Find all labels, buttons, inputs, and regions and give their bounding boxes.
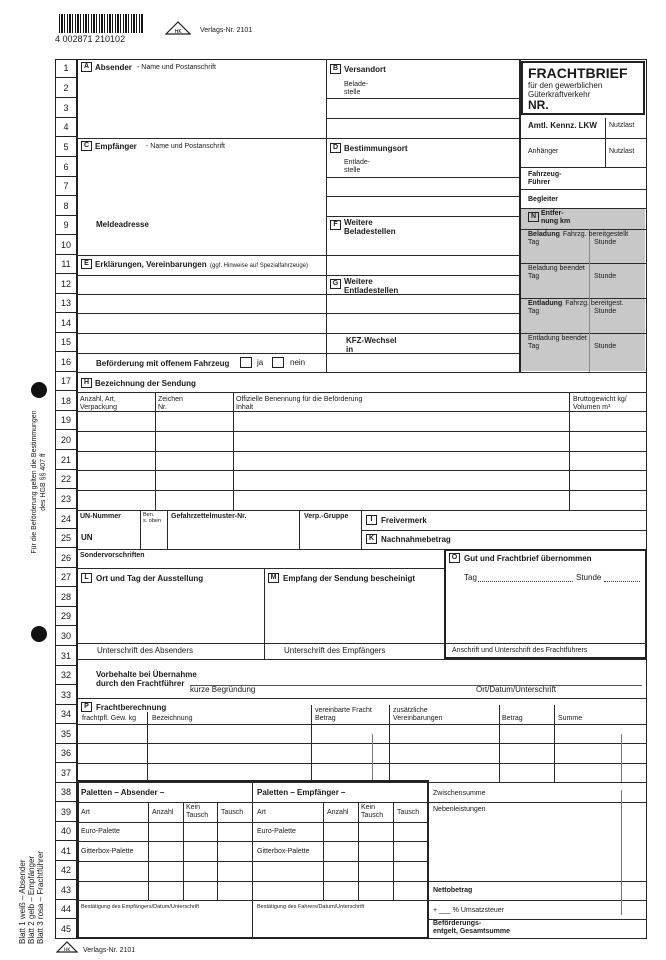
section-letter-k: K [366,534,377,544]
row-number: 30 [55,627,77,646]
empfaenger-label: Empfänger [95,142,137,151]
gitterbox-abs: Gitterbox-Palette [81,848,134,855]
stunde-label: Stunde [594,273,617,280]
row-number: 24 [55,510,77,529]
empfaenger-hint: - Name und Postanschrift [146,143,225,150]
absender-label: Absender [95,63,132,72]
col-kein-tausch-emp: Kein Tausch [361,804,384,819]
stunde-label: Stunde [594,343,617,350]
row-number: 39 [55,803,77,822]
col-anzahl-abs: Anzahl [152,809,174,816]
section-letter-g: G [330,279,341,289]
tag-label: Tag [528,343,540,350]
umsatzsteuer-label: + ___ % Umsatzsteuer [433,907,505,914]
col-art-emp: Art [257,809,266,816]
sheet-legend: Blatt 1 weiß – Absender Blatt 2 gelb – Empfänger Blatt 3 rosa – Frachtführer [18,851,45,944]
section-letter-n: N [528,212,539,222]
stunde-label: Stunde [594,239,617,246]
ausstellung-label: Ort und Tag der Ausstellung [96,574,204,583]
paletten-absender-label: Paletten – Absender – [81,788,165,797]
col-vereinbarte-fracht: vereinbarte Fracht Betrag [315,707,372,722]
versandort-label: Versandort [344,65,386,74]
row-number: 13 [55,294,77,313]
freivermerk-label: Freivermerk [381,516,427,525]
zeit-row-label: Beladung beendet [528,265,585,272]
form-title: FRACHTBRIEF [528,65,628,81]
svg-text:HK: HK [63,948,71,953]
col-benennung: Offizielle Benennung für die Beförderung Inhalt [236,396,363,411]
row-number: 42 [55,861,77,880]
tag-label: Tag [528,273,540,280]
empfang-label: Empfang der Sendung bescheinigt [283,574,416,583]
anhaenger-label: Anhänger [528,148,559,155]
col-bez: Bezeichnung [152,715,193,722]
weitere-entladestellen-label: Weitere Entladestellen [344,277,399,295]
section-letter-b: B [330,64,341,74]
row-number: 40 [55,822,77,841]
col-summe: Summe [558,715,583,722]
row-number: 5 [55,138,77,157]
barcode-number: 4 002871 210102 [55,34,126,44]
row-number: 31 [55,647,77,666]
row-number: 11 [55,255,77,274]
ben-label: Ben. s. oben [143,512,162,524]
zeit-row-2 [528,300,624,308]
row-number: 32 [55,666,77,685]
erklaerungen-label: Erklärungen, Vereinbarungen [95,260,207,269]
zeit-row-3 [528,335,587,343]
row-number: 26 [55,549,77,568]
nutzlast-anh-label: Nutzlast [609,148,635,155]
col-gew: frachtpfl. Gew. kg [82,715,137,722]
row-number: 3 [55,99,77,118]
row-number: 21 [55,451,77,470]
row-number: 27 [55,568,77,587]
zeit-row-1 [528,265,585,273]
ja-label: ja [257,358,264,367]
bestaetigung-fahrer: Bestätigung des Fahrers/Datum/Unterschrift [257,904,365,910]
kfz-wechsel-label: KFZ-Wechsel in [346,336,397,354]
kennzeichen-label: Amtl. Kennz. LKW [528,121,597,130]
verp-gruppe-label: Verp.-Gruppe [304,513,349,520]
row-number: 7 [55,177,77,196]
zeit-row-sublabel: Fahrzg. bereitgest. [565,300,624,307]
stunde-label: Stunde [576,573,602,582]
row-number: 12 [55,275,77,294]
row-number: 33 [55,686,77,705]
offen-ja-checkbox[interactable] [240,357,252,368]
row-number: 1 [55,59,77,78]
row-number: 44 [55,900,77,919]
meldeadresse-label: Meldeadresse [96,220,149,229]
gut-uebernommen-label: Gut und Frachtbrief übernommen [464,554,592,563]
row-number: 22 [55,470,77,489]
row-number: 23 [55,490,77,509]
col-tausch-emp: Tausch [397,809,420,816]
entfernung-label: Entfer- nung km [541,210,571,225]
vorbehalte-label: Vorbehalte bei Übernahme durch den Frachtführer [96,670,197,688]
row-number: 10 [55,236,77,255]
title-box: FRACHTBRIEF für den gewerblichen Güterkraftverkehr NR. [521,61,645,115]
row-number: 36 [55,744,77,763]
section-letter-m: M [268,573,279,583]
section-letter-p: P [81,702,92,712]
row-number: 25 [55,529,77,548]
nutzlast-label: Nutzlast [609,122,635,129]
section-letter-o: O [449,553,460,563]
un-label: UN [81,533,93,542]
zwischensumme-label: Zwischensumme [433,790,486,797]
fahrzeugfuehrer-label: Fahrzeug- Führer [528,171,562,186]
euro-palette-abs: Euro-Palette [81,828,120,835]
row-number: 43 [55,881,77,900]
frachtberechnung-label: Frachtberechnung [96,703,167,712]
row-number: 37 [55,764,77,783]
col-art-abs: Art [81,809,90,816]
col-anzahl-emp: Anzahl [327,809,349,816]
section-letter-a: A [81,62,92,72]
section-letter-c: C [81,141,92,151]
unterschrift-absender: Unterschrift des Absenders [97,646,194,655]
publisher-logo-icon [165,21,191,35]
kurze-begruendung: kurze Begründung [190,685,256,694]
bestaetigung-empfaenger: Bestätigung des Empfängers/Datum/Unterschrift [81,904,200,910]
euro-palette-emp: Euro-Palette [257,828,296,835]
publisher-number: Verlags-Nr. 2101 [200,27,253,34]
nebenleistungen-label: Nebenleistungen [433,806,486,813]
weitere-beladestellen-label: Weitere Beladestellen [344,218,396,236]
row-number: 2 [55,79,77,98]
nettobetrag-label: Nettobetrag [433,887,473,894]
section-letter-h: H [81,378,92,388]
offen-nein-checkbox[interactable] [272,357,284,368]
section-letter-i: I [366,515,377,525]
col-kein-tausch-abs: Kein Tausch [186,804,209,819]
row-number: 41 [55,842,77,861]
row-number: 20 [55,431,77,450]
row-number: 6 [55,158,77,177]
row-number: 9 [55,216,77,235]
row-number: 8 [55,197,77,216]
offenes-fahrzeug-label: Beförderung mit offenem Fahrzeug [96,359,230,368]
row-number: 34 [55,705,77,724]
sondervorschriften-label: Sondervorschriften [80,552,145,559]
section-letter-d: D [330,143,341,153]
entladestelle-label: Entlade- stelle [344,159,371,174]
section-letter-l: L [81,573,92,583]
barcode [59,14,143,33]
row-number: 17 [55,372,77,391]
section-letter-f: F [330,220,341,230]
row-number: 28 [55,588,77,607]
col-brutto: Bruttogewicht kg/ Volumen m³ [573,396,627,411]
un-nummer-label: UN-Nummer [80,513,121,520]
zeit-row-sublabel: Fahrzg. bereitgestellt [562,231,629,238]
row-number: 19 [55,411,77,430]
col-zusaetzliche: zusätzliche Vereinbarungen [393,707,443,722]
col-anzahl: Anzahl, Art, Verpackung [80,396,117,411]
bestimmungsort-label: Bestimmungsort [344,144,408,153]
paletten-empfaenger-label: Paletten – Empfänger – [257,788,346,797]
nein-label: nein [290,358,306,367]
gesamtsumme-label: Beförderungs- entgelt, Gesamtsumme [433,920,511,935]
bezeichnung-sendung-label: Bezeichnung der Sendung [95,379,196,388]
tag-label: Tag [528,308,540,315]
erklaerungen-hint: (ggf. Hinweise auf Spezialfahrzeuge) [210,263,309,269]
tag-label: Tag [528,239,540,246]
row-number: 29 [55,607,77,626]
absender-hint: - Name und Postanschrift [137,64,216,71]
stunde-label: Stunde [594,308,617,315]
gefahrzettel-label: Gefahrzettelmuster-Nr. [171,513,247,520]
row-number: 14 [55,314,77,333]
col-tausch-abs: Tausch [221,809,244,816]
side-note: Für die Beförderung gelten die Bestimmungen des HGB §§ 407 ff [31,410,47,554]
zeit-row-label: Beladung [528,231,560,238]
ort-datum-unterschrift: Ort/Datum/Unterschrift [476,685,557,694]
row-number: 18 [55,392,77,411]
zeit-row-0 [528,231,628,239]
gitterbox-emp: Gitterbox-Palette [257,848,310,855]
row-number: 15 [55,333,77,352]
row-number: 38 [55,783,77,802]
section-letter-e: E [81,259,92,269]
punch-hole [31,626,47,642]
row-number: 35 [55,725,77,744]
tag-label: Tag [464,573,477,582]
unterschrift-frachtfuehrer: Anschrift und Unterschrift des Frachtführers [452,647,588,654]
svg-text:HK: HK [174,29,182,35]
zeit-row-label: Entladung beendet [528,335,587,342]
col-zeichen: Zeichen Nr. [158,396,183,411]
nachnahme-label: Nachnahmebetrag [381,535,451,544]
begleiter-label: Begleiter [528,196,558,203]
row-number: 16 [55,353,77,372]
footer-publisher-number: Verlags-Nr. 2101 [83,947,136,954]
row-number: 45 [55,920,77,939]
row-number: 4 [55,118,77,137]
beladestelle-label: Belade- stelle [344,81,369,96]
unterschrift-empfaenger: Unterschrift des Empfängers [284,646,386,655]
zeit-row-label: Entladung [528,300,563,307]
footer-logo-icon [56,941,78,953]
col-betrag: Betrag [502,715,523,722]
